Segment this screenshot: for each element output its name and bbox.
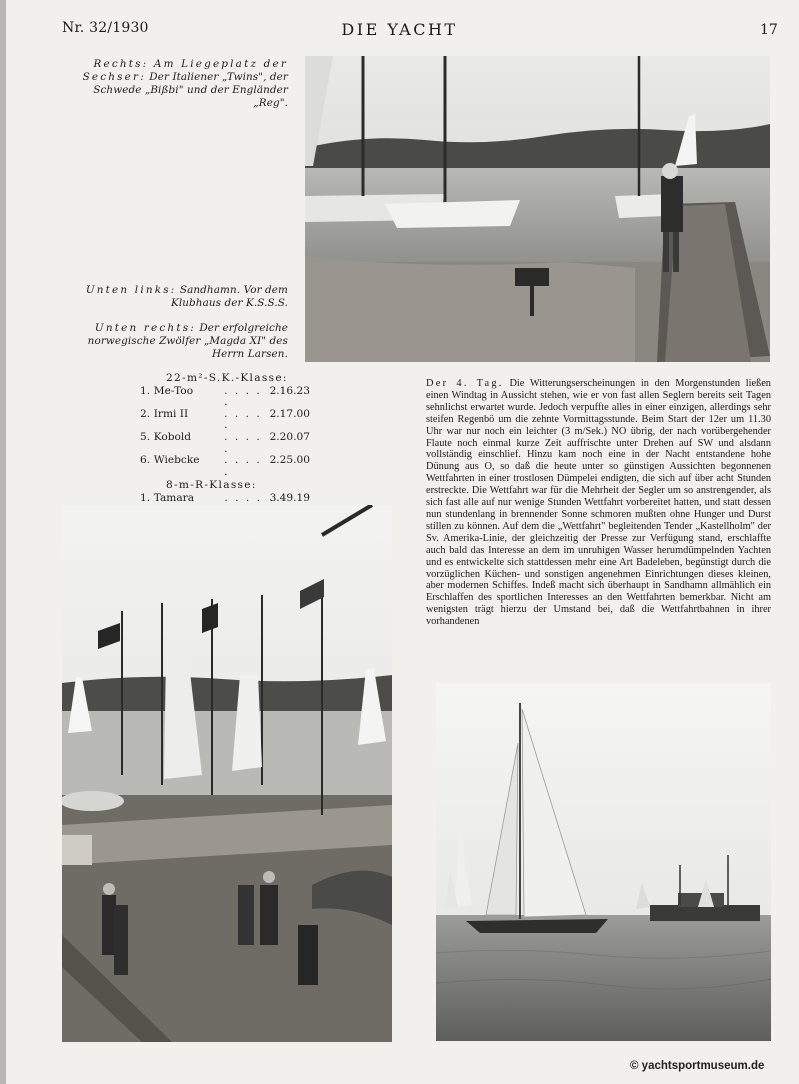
magazine-title: DIE YACHT: [341, 20, 458, 39]
caption-text: Sandhamn. Vor dem Klubhaus der K.S.S.S.: [170, 284, 288, 309]
table-row: 5. Kobold . . . . . 2.20.07: [140, 430, 310, 455]
caption-bottom-left-photo: [62, 284, 288, 310]
photo-sandhamn-clubhouse: [62, 505, 392, 1042]
caption-top-right-photo: [62, 58, 288, 110]
caption-text: Der Italiener „Twins", der Schwede „Bißbi" und der Engländer „Reg".: [93, 71, 288, 109]
table-row: 1. Me-Too . . . . . 2.16.23: [140, 384, 310, 409]
caption-lead: Unten links:: [85, 284, 177, 296]
page-edge: [0, 0, 6, 1084]
caption-lead: Rechts: Am Liegeplatz der Sechser:: [82, 58, 288, 83]
table-row: 6. Wiebcke . . . . . 2.25.00: [140, 454, 310, 478]
article-lead: Der 4. Tag.: [426, 378, 504, 389]
article-text: [426, 378, 771, 628]
article-body: Die Witterungserscheinungen in den Morgenstunden ließen einen Windtag in Aussicht stehen, wie er von fast allen Seglern bereits seit Tagen sehnlichst erwartet wurde. Jedoch verpuffte alles in einer einzigen, allerdings sehr steifen Regenbö um die zehnte Vormittagsstunde. Beim Start der 12er um 11.30 Uhr war nur noch ein leichter (3 m/Sek.) NO übrig, der nach vorübergehender Flaute noch einmal kurze Zeit auffrischte unter Drehen auf SW und alsdann vollständig einschlief. Hinzu kam noch eine in der Nacht entstandene hohe Dünung aus O, so daß die heute unter so günstigen Aussichten begonnenen Wettfahrten in einer trostlosen Dümpelei endigten, die sich auf über acht Stunden erstreckte. Die Wettfahrt war für die Mehrheit der Segler um so anstrengender, als sich fast alle auf nur wenige Stunden Wettfahrt vorbereitet hatten, und statt dessen nun stundenlang in brennender Sonne schmoren mußten ohne Hunger und Durst stillen zu können. Auf dem die „Wettfahrt" begleitenden Tender „Kastellholm" der Sv. Amerika-Linie, der gleichzeitig der Presse zur Verfügung stand, erschlaffte auch bald das Interesse an dem im unruhigen Wasser herumdümpelnden Yachten und es entwickelte sich stattdessen mehr eine Art Badeleben, begünstigt durch die vorzüglichen Küchen- und sonstigen angenehmen Einrichtungen dieses kleinen, aber modernen Schiffes. Indeß macht sich überhaupt in Sandhamn allmählich ein Erschlaffen des sportlichen Interesses an den Wettfahrten bemerkbar. Nicht am wenigsten trägt hierzu der Umstand bei, daß die Wettfahrtbahnen in ihrer vorhandenen: [426, 378, 771, 628]
photo-magda-xi: [436, 683, 771, 1041]
table-row: 1. Tamara . . . . 3.49.19: [140, 491, 310, 504]
results-heading-8m: 8-m-R-Klasse:: [166, 479, 257, 492]
issue-number: Nr. 32/1930: [62, 20, 149, 36]
table-row: 2. Irmi II . . . . . 2.17.00: [140, 407, 310, 432]
photo-moored-sixes: [305, 56, 770, 362]
results-table-22qm: [140, 386, 310, 479]
results-heading-22qm: 22-m²-S.K.-Klasse:: [166, 372, 288, 384]
caption-text: Der erfolgreiche norwegische Zwölfer „Magda XI" des Herrn Larsen.: [87, 322, 288, 360]
watermark: © yachtsportmuseum.de: [630, 1060, 765, 1072]
caption-lead: Unten rechts:: [94, 322, 196, 334]
caption-bottom-right-photo: [62, 322, 288, 361]
page-number: 17: [760, 22, 778, 38]
